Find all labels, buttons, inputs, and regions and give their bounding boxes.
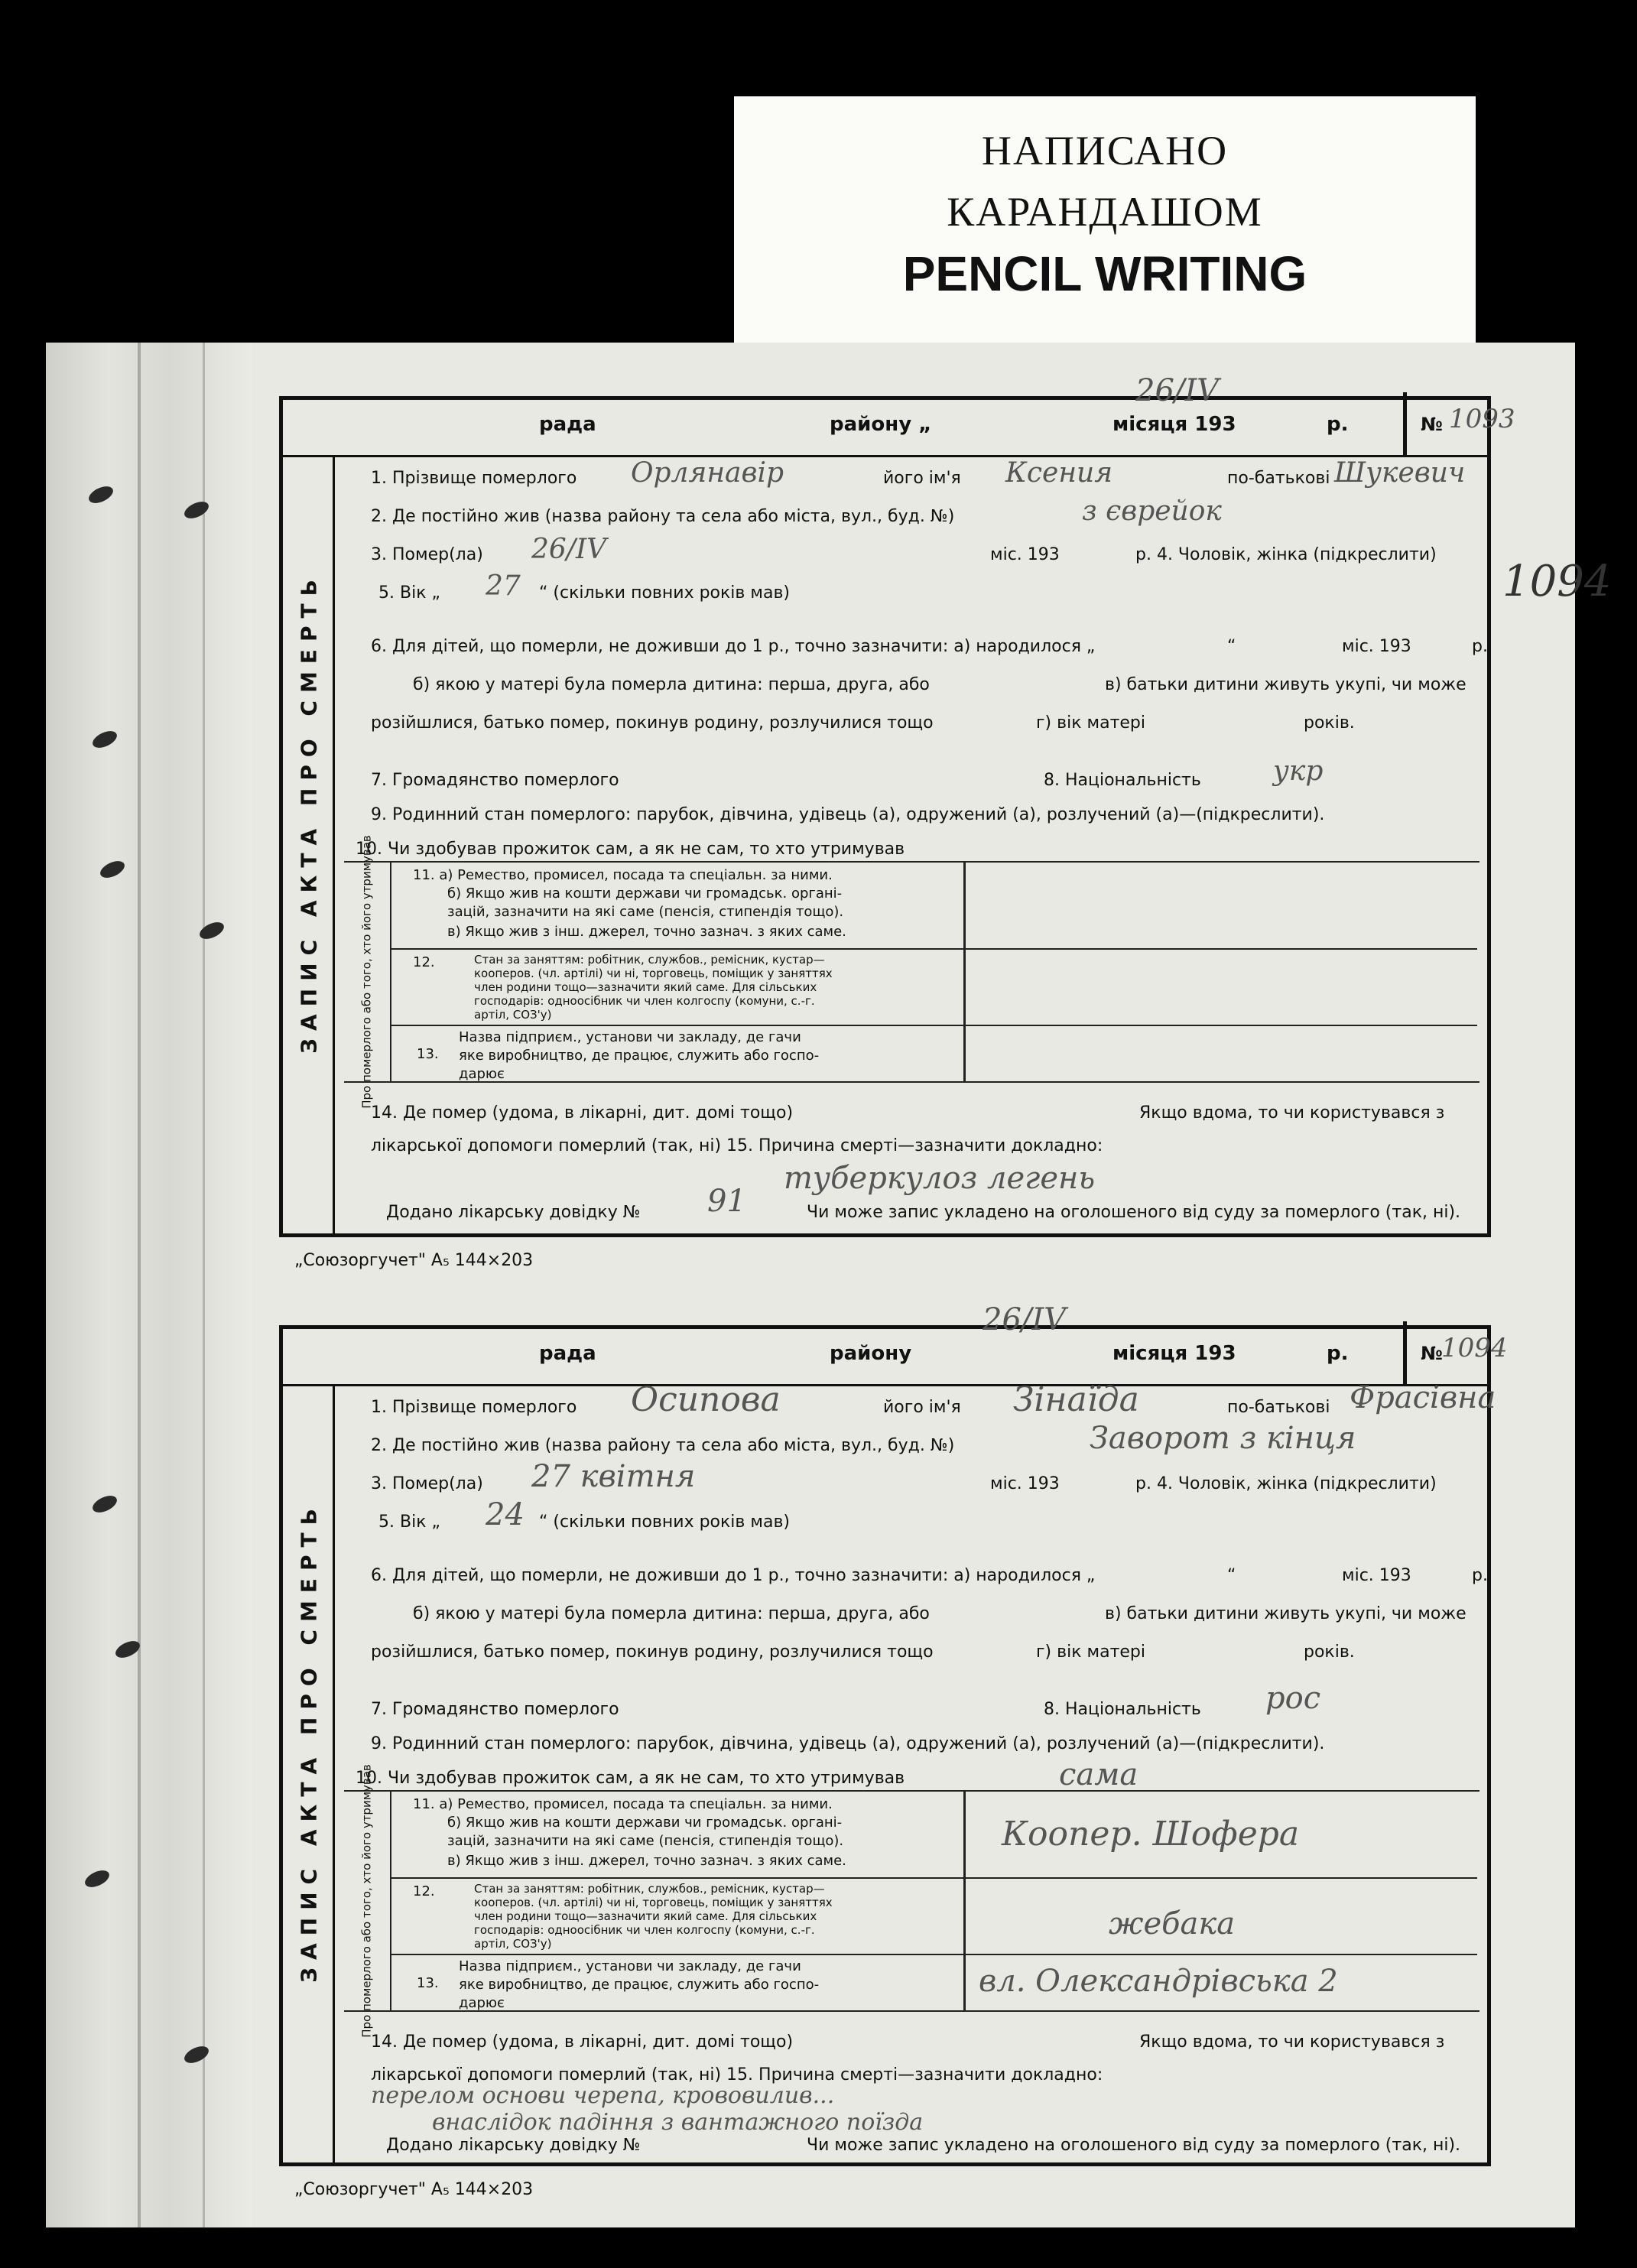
g12t4: господарів: одноосібник чи член колгоспу (комуни, с.-г. xyxy=(474,994,815,1008)
field-6v: в) батьки дитини живуть укупі, чи може xyxy=(1105,675,1466,694)
field-6g-years: років. xyxy=(1304,713,1355,733)
field-14: 14. Де помер (удома, в лікарні, дит. домі тощо) xyxy=(371,1103,794,1123)
binding-hole-icon xyxy=(86,483,115,507)
field-6b: б) якою у матері була померла дитина: перша, друга, або xyxy=(413,675,930,694)
handwritten-surname: Орлянавір xyxy=(631,457,784,489)
handwritten-died: 27 квітня xyxy=(531,1459,696,1494)
g12t3: член родини тощо—зазначити який саме. Для сільських xyxy=(474,1909,817,1923)
header-raion: району xyxy=(830,1342,912,1365)
form-footer: „Союзоргучет" А₅ 144×203 xyxy=(294,2180,534,2199)
label-line-2: КАРАНДАШОМ xyxy=(947,189,1263,235)
field-6c: розійшлися, батько помер, покинув родину, розлучилися тощо xyxy=(371,1643,934,1662)
field-6g: г) вік матері xyxy=(1036,1643,1145,1662)
field-2: 2. Де постійно жив (назва району та села або міста, вул., буд. №) xyxy=(371,507,955,526)
header-r: р. xyxy=(1327,413,1349,436)
field-2: 2. Де постійно жив (назва району та села або міста, вул., буд. №) xyxy=(371,1436,955,1455)
g13t3: дарює xyxy=(459,1995,505,2011)
field-3-month: міс. 193 xyxy=(990,1474,1060,1493)
handwritten-cause-2: внаслідок падіння з вантажного поїзда xyxy=(432,2109,924,2136)
binding-hole-icon xyxy=(90,1493,119,1516)
g11b2: зацій, зазначити на які саме (пенсія, стипендія тощо). xyxy=(447,904,844,920)
field-5: 5. Вік „ xyxy=(378,1513,440,1532)
occupation-grid: Про померлого або того, хто його утримував 11. а) Ремество, промисел, посада та спеціальн. за ними. б) Якщо жив на кошти держави чи громадськ. органі- зацій, зазначити на які саме (пенсія, стипендія тощо). в) Якщо жив з інш. джерел, точно зазнач. з яких саме. 12. Стан за заняттям: робітник, службов., ремісник, кустар— кооперов. (чл. артілі) чи ні, торговець, поміщик у заняттях член родини тощо—зазначити який саме. Для сільських господарів: одноосібник чи член колгоспу (комуни, с.-г. артіл, СОЗ'у) 13. Назва підприєм., установи чи закладу, де гачи яке виробництво, де працює, служить або госпо- дарює Коопер. Шофера жебака вл. Олександрівська 2 xyxy=(344,1790,1479,2012)
label-line-3: PENCIL WRITING xyxy=(902,246,1307,301)
field-10: 10. Чи здобував прожиток сам, а як не сам, то хто утримував xyxy=(356,840,905,859)
handwritten-support: сама xyxy=(1059,1757,1138,1792)
field-1-name: його ім'я xyxy=(883,1398,961,1417)
g11c: в) Якщо жив з інш. джерел, точно зазнач. з яких саме. xyxy=(447,1853,846,1869)
handwritten-name: Зінаїда xyxy=(1013,1380,1139,1419)
field-3: 3. Помер(ла) xyxy=(371,545,483,564)
g12t1: Стан за заняттям: робітник, службов., ремісник, кустар— xyxy=(474,953,825,967)
binding-hole-icon xyxy=(182,2043,211,2067)
g12t2: кооперов. (чл. артілі) чи ні, торговець, поміщик у заняттях xyxy=(474,967,833,980)
handwritten-record-number: 1094 xyxy=(1441,1333,1508,1363)
handwritten-died: 26/IV xyxy=(531,534,607,565)
field-16b: Чи може запис укладено на оголошеного від суду за померлого (так, ні). xyxy=(807,2136,1461,2155)
field-6v: в) батьки дитини живуть укупі, чи може xyxy=(1105,1604,1466,1623)
handwritten-nationality: рос xyxy=(1265,1681,1321,1716)
field-14b: Якщо вдома, то чи користувався з xyxy=(1139,1103,1445,1123)
handwritten-age: 27 xyxy=(486,570,521,602)
form-footer: „Союзоргучет" А₅ 144×203 xyxy=(294,1251,534,1270)
field-4: р. 4. Чоловік, жінка (підкреслити) xyxy=(1135,545,1437,564)
g11c: в) Якщо жив з інш. джерел, точно зазнач. з яких саме. xyxy=(447,924,846,940)
g12t1: Стан за заняттям: робітник, службов., ремісник, кустар— xyxy=(474,1882,825,1896)
binding-strip xyxy=(46,343,252,2227)
field-5-note: “ (скільки повних років мав) xyxy=(539,583,790,603)
field-14b: Якщо вдома, то чи користувався з xyxy=(1139,2032,1445,2052)
handwritten-cause: перелом основи черепа, крововилив... xyxy=(371,2082,835,2109)
field-16: Додано лікарську довідку № xyxy=(386,2136,641,2155)
field-6a-r: р. xyxy=(1472,1566,1488,1585)
side-title: ЗАПИС АКТА ПРО СМЕРТЬ xyxy=(296,1501,322,1983)
field-15: лікарської допомоги померлий (так, ні) 15. Причина смерті—зазначити докладно: xyxy=(371,1136,1103,1155)
header-rada: рада xyxy=(539,413,596,436)
g11b1: б) Якщо жив на кошти держави чи громадськ. органі- xyxy=(447,885,843,902)
document-page xyxy=(46,343,1612,2227)
handwritten-address: Заворот з кінця xyxy=(1090,1421,1356,1456)
field-7: 7. Громадянство померлого xyxy=(371,1700,619,1719)
pencil-writing-label-card xyxy=(734,96,1476,349)
handwritten-day: 26/IV xyxy=(1135,373,1220,408)
field-3: 3. Помер(ла) xyxy=(371,1474,483,1493)
field-6g-years: років. xyxy=(1304,1643,1355,1662)
field-6a-quote: “ xyxy=(1227,1566,1236,1585)
header-rada: рада xyxy=(539,1342,596,1365)
field-1: 1. Прізвище померлого xyxy=(371,1398,577,1417)
field-9: 9. Родинний стан померлого: парубок, дівчина, удівець (а), одружений (а), розлучений (а)—(підкреслити). xyxy=(371,1734,1325,1753)
handwritten-record-number: 1093 xyxy=(1449,404,1515,434)
record-number-label: № xyxy=(1421,414,1443,435)
field-16: Додано лікарську довідку № xyxy=(386,1203,641,1222)
side-title: ЗАПИС АКТА ПРО СМЕРТЬ xyxy=(296,572,322,1054)
g12t2: кооперов. (чл. артілі) чи ні, торговець, поміщик у заняттях xyxy=(474,1896,833,1909)
field-6c: розійшлися, батько помер, покинув родину, розлучилися тощо xyxy=(371,713,934,733)
header-month: місяця 193 xyxy=(1112,413,1236,436)
field-4: р. 4. Чоловік, жінка (підкреслити) xyxy=(1135,1474,1437,1493)
g12t3: член родини тощо—зазначити який саме. Для сільських xyxy=(474,980,817,994)
field-6b: б) якою у матері була померла дитина: перша, друга, або xyxy=(413,1604,930,1623)
field-7: 7. Громадянство померлого xyxy=(371,771,619,790)
g12t5: артіл, СОЗ'у) xyxy=(474,1937,552,1951)
binding-hole-icon xyxy=(182,499,211,522)
g13t1: Назва підприєм., установи чи закладу, де гачи xyxy=(459,1958,801,1974)
handwritten-nationality: укр xyxy=(1273,755,1324,787)
g11a: 11. а) Ремество, промисел, посада та спеціальн. за ними. xyxy=(413,867,833,883)
g13t2: яке виробництво, де працює, служить або госпо- xyxy=(459,1977,820,1993)
handwritten-side-number: 1094 xyxy=(1502,557,1612,606)
field-15: лікарської допомоги померлий (так, ні) 15. Причина смерті—зазначити докладно: xyxy=(371,2065,1103,2084)
binding-hole-icon xyxy=(197,919,226,943)
field-1-patronymic: по-батькові xyxy=(1227,1398,1330,1417)
g11b1: б) Якщо жив на кошти держави чи громадськ. органі- xyxy=(447,1815,843,1831)
handwritten-address: з єврейок xyxy=(1082,496,1222,527)
handwritten-patronymic: Фрасівна xyxy=(1350,1380,1496,1415)
handwritten-day: 26/IV xyxy=(983,1302,1067,1337)
field-6a-quote: “ xyxy=(1227,637,1236,656)
g13: 13. xyxy=(417,1975,439,1991)
handwritten-occupation-2: жебака xyxy=(1109,1906,1236,1941)
g12: 12. xyxy=(413,954,435,970)
header-r: р. xyxy=(1327,1342,1349,1365)
death-record-form-1 xyxy=(279,373,1612,1318)
label-line-1: НАПИСАНО xyxy=(981,128,1229,174)
field-6a: 6. Для дітей, що померли, не доживши до 1 р., точно зазначити: а) народилося „ xyxy=(371,1566,1096,1585)
record-number-label: № xyxy=(1421,1343,1443,1364)
occupation-grid: Про померлого або того, хто його утримував 11. а) Ремество, промисел, посада та спеціальн. за ними. б) Якщо жив на кошти держави чи громадськ. органі- зацій, зазначити на які саме (пенсія, стипендія тощо). в) Якщо жив з інш. джерел, точно зазнач. з яких саме. 12. Стан за заняттям: робітник, службов., ремісник, кустар— кооперов. (чл. артілі) чи ні, торговець, поміщик у заняттях член родини тощо—зазначити який саме. Для сільських господарів: одноосібник чи член колгоспу (комуни, с.-г. артіл, СОЗ'у) 13. Назва підприєм., установи чи закладу, де гачи яке виробництво, де працює, служить або госпо- дарює xyxy=(344,861,1479,1083)
handwritten-patronymic: Шукевич xyxy=(1334,457,1466,489)
handwritten-work-place: вл. Олександрівська 2 xyxy=(979,1964,1338,1999)
field-6a-month: міс. 193 xyxy=(1342,1566,1411,1585)
field-8: 8. Національність xyxy=(1044,771,1201,790)
field-14: 14. Де помер (удома, в лікарні, дит. домі тощо) xyxy=(371,2032,794,2052)
field-6g: г) вік матері xyxy=(1036,713,1145,733)
g12: 12. xyxy=(413,1883,435,1899)
field-10: 10. Чи здобував прожиток сам, а як не сам, то хто утримував xyxy=(356,1769,905,1788)
handwritten-surname: Осипова xyxy=(631,1380,781,1419)
header-month: місяця 193 xyxy=(1112,1342,1236,1365)
handwritten-name: Ксения xyxy=(1005,457,1113,489)
g12t5: артіл, СОЗ'у) xyxy=(474,1008,552,1022)
binding-hole-icon xyxy=(83,1867,112,1891)
field-1: 1. Прізвище померлого xyxy=(371,469,577,488)
g11b2: зацій, зазначити на які саме (пенсія, стипендія тощо). xyxy=(447,1833,844,1849)
field-6a: 6. Для дітей, що померли, не доживши до 1 р., точно зазначити: а) народилося „ xyxy=(371,637,1096,656)
handwritten-age: 24 xyxy=(486,1497,525,1532)
g13t3: дарює xyxy=(459,1066,505,1082)
death-record-form-2 xyxy=(279,1302,1522,2247)
handwritten-cause: туберкулоз легень xyxy=(784,1161,1096,1196)
handwritten-occupation: Коопер. Шофера xyxy=(1002,1815,1300,1854)
binding-hole-icon xyxy=(98,858,127,882)
g13t1: Назва підприєм., установи чи закладу, де гачи xyxy=(459,1029,801,1045)
g11a: 11. а) Ремество, промисел, посада та спеціальн. за ними. xyxy=(413,1796,833,1812)
binding-hole-icon xyxy=(90,728,119,752)
field-6a-month: міс. 193 xyxy=(1342,637,1411,656)
field-5: 5. Вік „ xyxy=(378,583,440,603)
field-1-patronymic: по-батькові xyxy=(1227,469,1330,488)
field-9: 9. Родинний стан померлого: парубок, дівчина, удівець (а), одружений (а), розлучений (а)—(підкреслити). xyxy=(371,805,1325,824)
field-6a-r: р. xyxy=(1472,637,1488,656)
g12t4: господарів: одноосібник чи член колгоспу (комуни, с.-г. xyxy=(474,1923,815,1937)
g13t2: яке виробництво, де працює, служить або госпо- xyxy=(459,1048,820,1064)
handwritten-certificate: 91 xyxy=(707,1184,746,1219)
g13: 13. xyxy=(417,1046,439,1062)
field-5-note: “ (скільки повних років мав) xyxy=(539,1513,790,1532)
field-3-month: міс. 193 xyxy=(990,545,1060,564)
header-raion: району „ xyxy=(830,413,932,436)
field-16b: Чи може запис укладено на оголошеного від суду за померлого (так, ні). xyxy=(807,1203,1461,1222)
field-8: 8. Національність xyxy=(1044,1700,1201,1719)
field-1-name: його ім'я xyxy=(883,469,961,488)
